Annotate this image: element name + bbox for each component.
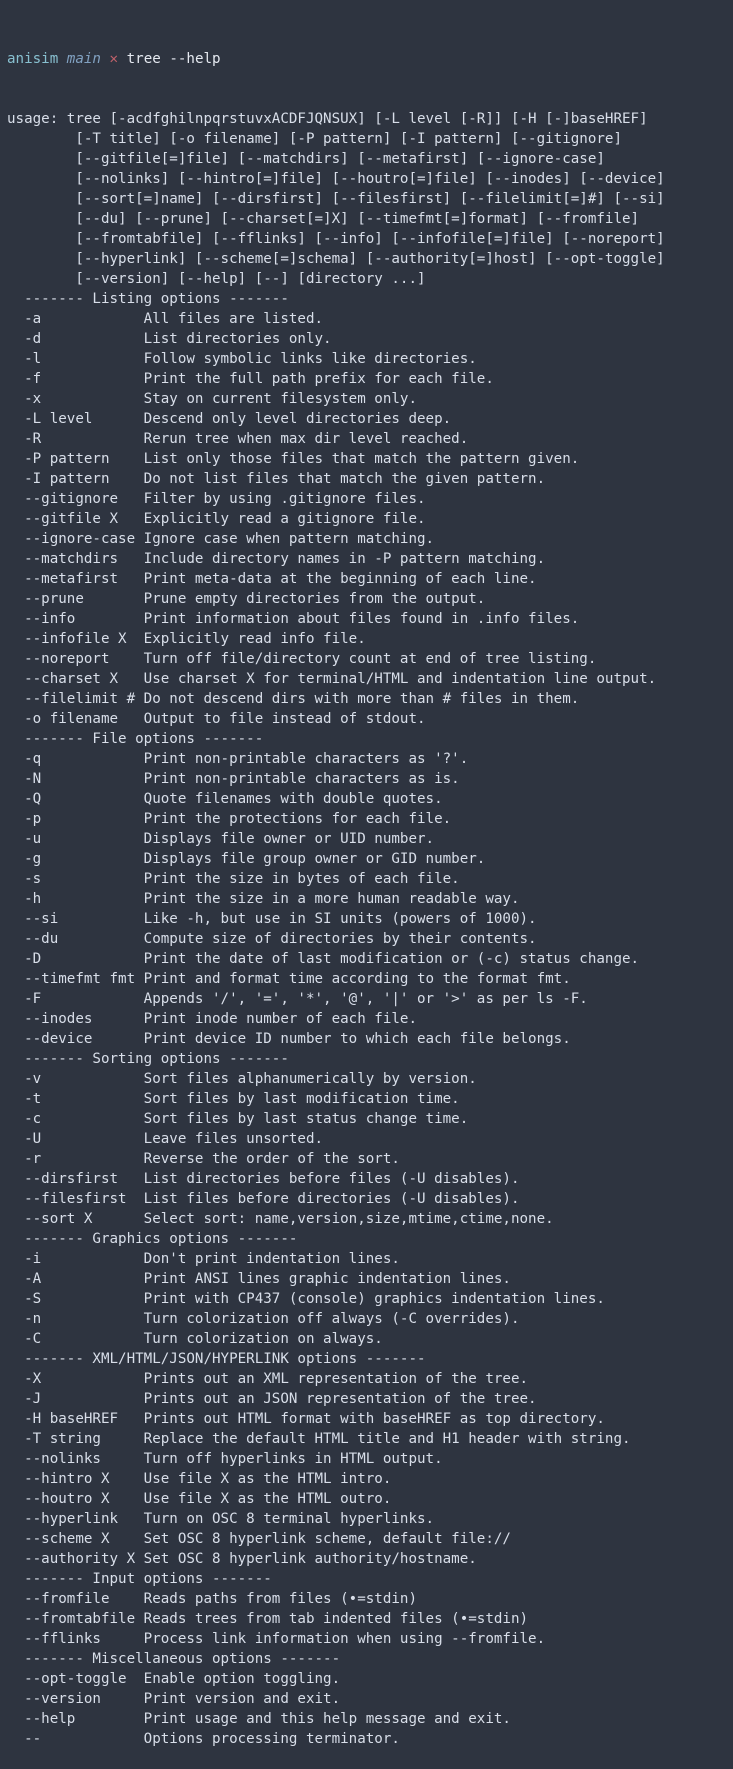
output-line: -A Print ANSI lines graphic indentation lines. bbox=[7, 1271, 511, 1287]
output-line: --info Print information about files found in .info files. bbox=[7, 611, 580, 627]
output-line: -h Print the size in a more human readable way. bbox=[7, 891, 520, 907]
output-line: -I pattern Do not list files that match the given pattern. bbox=[7, 471, 546, 487]
output-line: ------- XML/HTML/JSON/HYPERLINK options ------- bbox=[7, 1351, 426, 1367]
output-line: [--gitfile[=]file] [--matchdirs] [--metafirst] [--ignore-case] bbox=[7, 151, 605, 167]
output-line: -U Leave files unsorted. bbox=[7, 1131, 324, 1147]
output-line: ------- File options ------- bbox=[7, 731, 264, 747]
output-line: -D Print the date of last modification or (-c) status change. bbox=[7, 951, 640, 967]
output-line: --du Compute size of directories by their contents. bbox=[7, 931, 537, 947]
output-line: --help Print usage and this help message and exit. bbox=[7, 1711, 511, 1727]
output-line: --device Print device ID number to which each file belongs. bbox=[7, 1031, 571, 1047]
output-line: -P pattern List only those files that match the pattern given. bbox=[7, 451, 580, 467]
output-line: --nolinks Turn off hyperlinks in HTML output. bbox=[7, 1451, 443, 1467]
output-line: --houtro X Use file X as the HTML outro. bbox=[7, 1491, 392, 1507]
output-line: -R Rerun tree when max dir level reached. bbox=[7, 431, 469, 447]
output-line: [--version] [--help] [--] [directory ...] bbox=[7, 271, 426, 287]
prompt-user: anisim bbox=[7, 51, 59, 67]
output-line: -g Displays file group owner or GID number. bbox=[7, 851, 486, 867]
output-line: --filelimit # Do not descend dirs with more than # files in them. bbox=[7, 691, 580, 707]
output-line: --noreport Turn off file/directory count at end of tree listing. bbox=[7, 651, 597, 667]
output-line: ------- Listing options ------- bbox=[7, 291, 289, 307]
output-line: --fflinks Process link information when using --fromfile. bbox=[7, 1631, 546, 1647]
output-line: --inodes Print inode number of each file. bbox=[7, 1011, 417, 1027]
output-line: -J Prints out an JSON representation of the tree. bbox=[7, 1391, 537, 1407]
output-line: [--hyperlink] [--scheme[=]schema] [--authority[=]host] [--opt-toggle] bbox=[7, 251, 665, 267]
output-line: -C Turn colorization on always. bbox=[7, 1331, 383, 1347]
output-line: -n Turn colorization off always (-C overrides). bbox=[7, 1311, 520, 1327]
output-line: --hintro X Use file X as the HTML intro. bbox=[7, 1471, 392, 1487]
output-line: -d List directories only. bbox=[7, 331, 332, 347]
prompt-git-branch: main bbox=[66, 51, 101, 67]
output-line: -f Print the full path prefix for each file. bbox=[7, 371, 494, 387]
output-line: ------- Input options ------- bbox=[7, 1571, 272, 1587]
output-line: [--sort[=]name] [--dirsfirst] [--filesfirst] [--filelimit[=]#] [--si] bbox=[7, 191, 665, 207]
output-line: [-T title] [-o filename] [-P pattern] [-I pattern] [--gitignore] bbox=[7, 131, 622, 147]
output-line: --prune Prune empty directories from the output. bbox=[7, 591, 486, 607]
output-line: --gitfile X Explicitly read a gitignore file. bbox=[7, 511, 426, 527]
output-line: --hyperlink Turn on OSC 8 terminal hyperlinks. bbox=[7, 1511, 435, 1527]
output-line: --si Like -h, but use in SI units (powers of 1000). bbox=[7, 911, 537, 927]
output-line: -Q Quote filenames with double quotes. bbox=[7, 791, 443, 807]
output-line: -t Sort files by last modification time. bbox=[7, 1091, 460, 1107]
output-line: -- Options processing terminator. bbox=[7, 1731, 400, 1747]
output-line: --infofile X Explicitly read info file. bbox=[7, 631, 366, 647]
output-line: -x Stay on current filesystem only. bbox=[7, 391, 417, 407]
output-line: -T string Replace the default HTML title and H1 header with string. bbox=[7, 1431, 631, 1447]
output-line: ------- Graphics options ------- bbox=[7, 1231, 298, 1247]
output-line: --version Print version and exit. bbox=[7, 1691, 341, 1707]
prompt-line bbox=[7, 49, 729, 69]
terminal-output[interactable] bbox=[7, 9, 729, 1769]
output-line: --charset X Use charset X for terminal/HTML and indentation line output. bbox=[7, 671, 657, 687]
output-line: -o filename Output to file instead of stdout. bbox=[7, 711, 426, 727]
output-line: --dirsfirst List directories before files (-U disables). bbox=[7, 1171, 520, 1187]
output-line: -u Displays file owner or UID number. bbox=[7, 831, 435, 847]
output-line: -q Print non-printable characters as '?'. bbox=[7, 751, 469, 767]
output-line: -H baseHREF Prints out HTML format with baseHREF as top directory. bbox=[7, 1411, 605, 1427]
output-line: --gitignore Filter by using .gitignore files. bbox=[7, 491, 426, 507]
output-line: --filesfirst List files before directories (-U disables). bbox=[7, 1191, 520, 1207]
output-line: [--nolinks] [--hintro[=]file] [--houtro[=]file] [--inodes] [--device] bbox=[7, 171, 665, 187]
output-line: -v Sort files alphanumerically by version. bbox=[7, 1071, 477, 1087]
output-line: --scheme X Set OSC 8 hyperlink scheme, default file:// bbox=[7, 1531, 511, 1547]
prompt-status-icon: ✕ bbox=[109, 51, 119, 67]
output-line: --sort X Select sort: name,version,size,mtime,ctime,none. bbox=[7, 1211, 554, 1227]
prompt-command: tree --help bbox=[126, 51, 221, 67]
output-line: --fromfile Reads paths from files (•=stdin) bbox=[7, 1591, 417, 1607]
output-line: -l Follow symbolic links like directories. bbox=[7, 351, 477, 367]
output-line: -i Don't print indentation lines. bbox=[7, 1251, 400, 1267]
output-line: -L level Descend only level directories deep. bbox=[7, 411, 452, 427]
output-line: -p Print the protections for each file. bbox=[7, 811, 452, 827]
output-line: [--du] [--prune] [--charset[=]X] [--timefmt[=]format] [--fromfile] bbox=[7, 211, 640, 227]
output-line: -a All files are listed. bbox=[7, 311, 324, 327]
output-line: -N Print non-printable characters as is. bbox=[7, 771, 460, 787]
output-line: --fromtabfile Reads trees from tab indented files (•=stdin) bbox=[7, 1611, 529, 1627]
output-line: -r Reverse the order of the sort. bbox=[7, 1151, 400, 1167]
output-line: --timefmt fmt Print and format time according to the format fmt. bbox=[7, 971, 571, 987]
output-line: -S Print with CP437 (console) graphics indentation lines. bbox=[7, 1291, 605, 1307]
output-line: -s Print the size in bytes of each file. bbox=[7, 871, 460, 887]
output-line: --authority X Set OSC 8 hyperlink authority/hostname. bbox=[7, 1551, 477, 1567]
output-line: --ignore-case Ignore case when pattern matching. bbox=[7, 531, 435, 547]
output-line: -F Appends '/', '=', '*', '@', '|' or '>' as per ls -F. bbox=[7, 991, 588, 1007]
output-line: ------- Sorting options ------- bbox=[7, 1051, 289, 1067]
output-line: ------- Miscellaneous options ------- bbox=[7, 1651, 341, 1667]
output-line: [--fromtabfile] [--fflinks] [--info] [--infofile[=]file] [--noreport] bbox=[7, 231, 665, 247]
output-line: --matchdirs Include directory names in -P pattern matching. bbox=[7, 551, 546, 567]
help-output bbox=[7, 109, 729, 1749]
output-line: -X Prints out an XML representation of the tree. bbox=[7, 1371, 529, 1387]
output-line: --opt-toggle Enable option toggling. bbox=[7, 1671, 341, 1687]
output-line: -c Sort files by last status change time. bbox=[7, 1111, 469, 1127]
output-line: --metafirst Print meta-data at the beginning of each line. bbox=[7, 571, 537, 587]
output-line: usage: tree [-acdfghilnpqrstuvxACDFJQNSUX] [-L level [-R]] [-H [-]baseHREF] bbox=[7, 111, 648, 127]
